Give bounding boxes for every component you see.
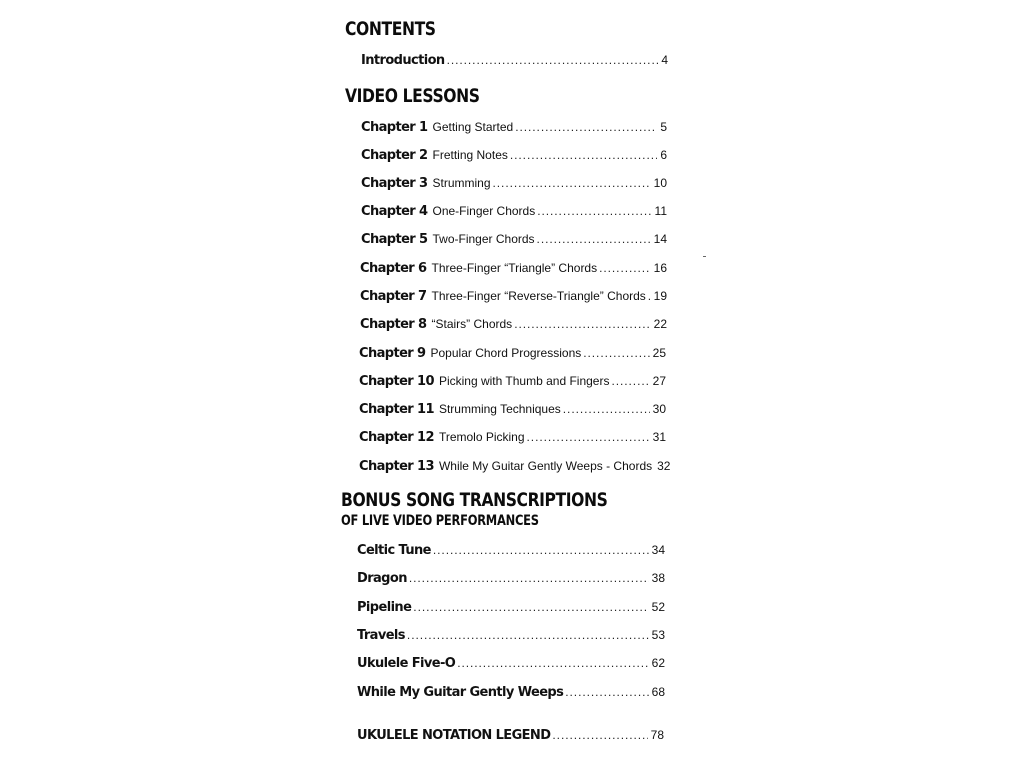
dot-leader	[515, 117, 657, 137]
chapter-page: 25	[652, 346, 666, 360]
toc-entry-song	[357, 597, 665, 617]
toc-entry-chapter-1	[361, 117, 667, 137]
chapter-page: 10	[653, 176, 667, 190]
chapter-page: 19	[653, 289, 667, 303]
toc-entry-chapter-11	[359, 399, 666, 419]
chapter-label: Chapter 4	[361, 204, 428, 219]
toc-entry-chapter-6	[360, 258, 667, 278]
dot-leader	[563, 399, 650, 419]
chapter-label: Chapter 7	[360, 289, 427, 304]
song-page: 34	[651, 543, 665, 557]
dot-leader	[583, 343, 649, 363]
chapter-title: “Stairs” Chords	[431, 317, 513, 331]
dot-leader	[510, 145, 657, 165]
chapter-label: Chapter 8	[360, 317, 427, 332]
toc-entry-song	[357, 540, 665, 560]
song-page: 53	[651, 628, 665, 642]
chapter-label: Chapter 6	[360, 261, 427, 276]
chapter-label: Chapter 12	[359, 430, 434, 445]
chapter-page: 6	[660, 148, 667, 162]
chapter-title: Tremolo Picking	[438, 430, 525, 444]
dot-leader	[537, 201, 651, 221]
song-title: Dragon	[357, 571, 407, 586]
toc-entry-chapter-2	[361, 145, 667, 165]
song-page: 52	[651, 600, 665, 614]
chapter-page: 27	[652, 374, 666, 388]
chapter-title: Three-Finger “Reverse-Triangle” Chords	[431, 289, 646, 303]
dot-leader	[493, 173, 651, 193]
toc-entry-chapter-5	[361, 229, 667, 249]
chapter-label: Chapter 2	[361, 148, 428, 163]
toc-entry-song	[357, 682, 665, 702]
dot-leader	[648, 286, 651, 306]
chapter-page: 22	[653, 317, 667, 331]
dot-leader	[457, 653, 648, 673]
chapter-label: Chapter 9	[359, 346, 426, 361]
entry-page: 4	[661, 53, 668, 67]
chapter-title: Picking with Thumb and Fingers	[438, 374, 610, 388]
dot-leader	[407, 625, 649, 645]
toc-entry-chapter-9	[359, 343, 666, 363]
chapter-label: Chapter 11	[359, 402, 434, 417]
toc-entry-introduction	[361, 50, 668, 70]
dot-leader	[599, 258, 651, 278]
song-title: While My Guitar Gently Weeps	[357, 685, 564, 700]
chapter-page: 32	[657, 459, 671, 473]
toc-entry-chapter-13	[359, 456, 671, 476]
toc-entry-notation-legend	[357, 725, 664, 745]
chapter-title: Two-Finger Chords	[432, 232, 535, 246]
dot-leader	[514, 314, 650, 334]
video-lessons-heading: VIDEO LESSONS	[345, 85, 480, 107]
chapter-label: Chapter 13	[359, 459, 434, 474]
dot-leader	[611, 371, 649, 391]
chapter-title: One-Finger Chords	[432, 204, 536, 218]
song-page: 62	[651, 656, 665, 670]
toc-entry-song	[357, 653, 665, 673]
dot-leader	[409, 568, 649, 588]
dot-leader	[433, 540, 649, 560]
chapter-page: 31	[652, 430, 666, 444]
chapter-title: Popular Chord Progressions	[430, 346, 582, 360]
chapter-title: Strumming Techniques	[438, 402, 561, 416]
chapter-title: While My Guitar Gently Weeps - Chords	[438, 459, 653, 473]
chapter-title: Getting Started	[432, 120, 514, 134]
dot-leader	[537, 229, 651, 249]
toc-entry-chapter-10	[359, 371, 666, 391]
dot-leader	[527, 427, 650, 447]
chapter-title: Three-Finger “Triangle” Chords	[431, 261, 598, 275]
song-title: Celtic Tune	[357, 543, 431, 558]
toc-entry-song	[357, 625, 665, 645]
dot-leader	[413, 597, 648, 617]
chapter-page: 11	[654, 204, 667, 218]
chapter-label: Chapter 10	[359, 374, 434, 389]
toc-entry-song	[357, 568, 665, 588]
chapter-label: Chapter 1	[361, 120, 428, 135]
chapter-page: 5	[660, 120, 667, 134]
entry-title: Introduction	[361, 53, 445, 68]
toc-entry-chapter-12	[359, 427, 666, 447]
toc-entry-chapter-7	[360, 286, 667, 306]
song-page: 68	[651, 685, 665, 699]
dot-leader	[565, 682, 648, 702]
toc-entry-chapter-8	[360, 314, 667, 334]
legend-page: 78	[650, 728, 664, 742]
legend-title: UKULELE NOTATION LEGEND	[357, 728, 551, 743]
dot-leader	[552, 725, 647, 745]
song-title: Ukulele Five-O	[357, 656, 456, 671]
bonus-subheading: OF LIVE VIDEO PERFORMANCES	[341, 513, 539, 529]
toc-entry-chapter-3	[361, 173, 667, 193]
chapter-page: 30	[652, 402, 666, 416]
chapter-title: Strumming	[432, 176, 491, 190]
song-title: Travels	[357, 628, 405, 643]
print-speck	[703, 256, 706, 257]
chapter-title: Fretting Notes	[432, 148, 508, 162]
toc-entry-chapter-4	[361, 201, 667, 221]
chapter-page: 14	[653, 232, 667, 246]
dot-leader	[447, 50, 659, 70]
bonus-heading: BONUS SONG TRANSCRIPTIONS	[341, 489, 608, 511]
song-title: Pipeline	[357, 600, 412, 615]
song-page: 38	[651, 571, 665, 585]
chapter-label: Chapter 5	[361, 232, 428, 247]
contents-heading: CONTENTS	[345, 18, 436, 40]
chapter-label: Chapter 3	[361, 176, 428, 191]
chapter-page: 16	[653, 261, 667, 275]
